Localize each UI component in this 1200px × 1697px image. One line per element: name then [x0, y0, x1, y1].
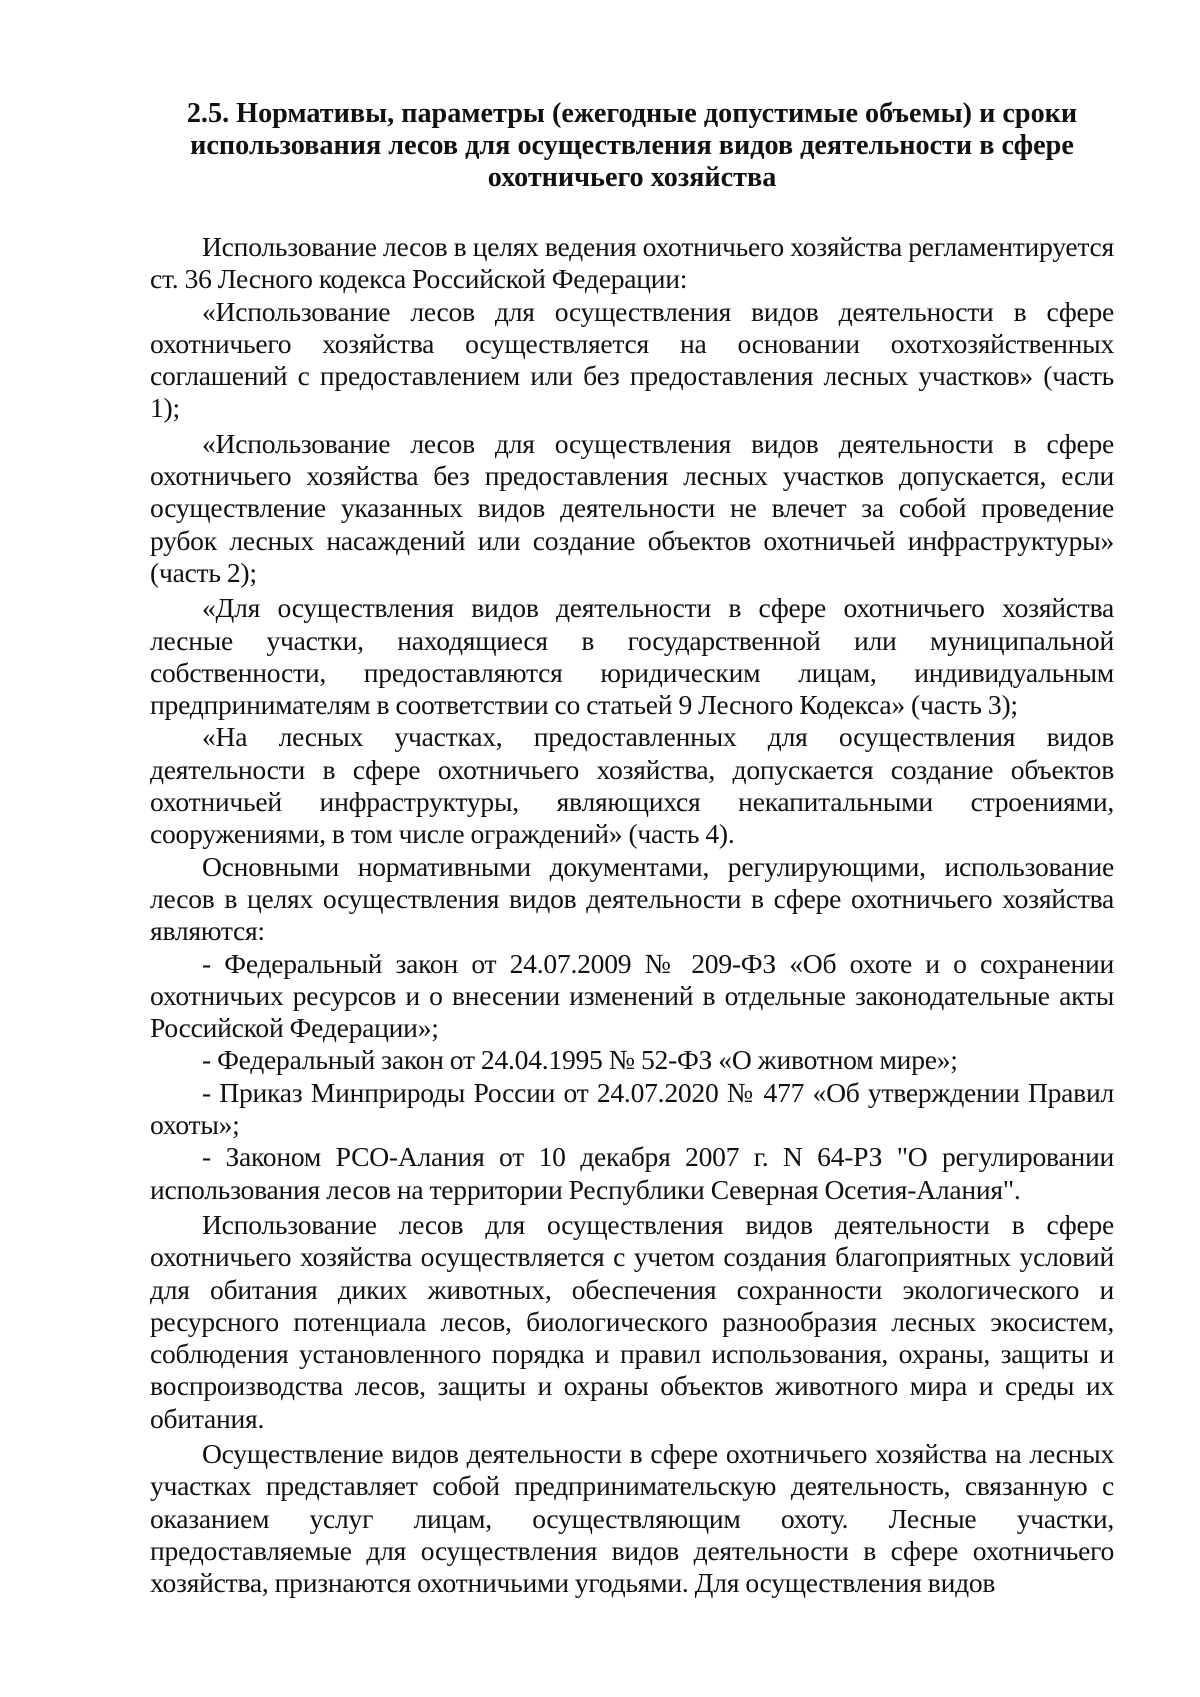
heading-line-2: использования лесов для осуществления видов деятельности в сфере	[190, 130, 1074, 161]
paragraph-quote-part-3: «Для осуществления видов деятельности в сфере охотничьего хозяйства лесные участки, находящиеся в государственной или муниципальной собственности, предоставляются юридическим лицам, индивидуальным предпринимателям в соответствии со статьей 9 Лесного Кодекса» (часть 3);	[150, 592, 1114, 721]
heading-line-1: 2.5. Нормативы, параметры (ежегодные допустимые объемы) и сроки	[186, 98, 1078, 129]
paragraph-regulations-intro: Основными нормативными документами, регулирующими, использование лесов в целях осуществления видов деятельности в сфере охотничьего хозяйства являются:	[150, 850, 1114, 947]
list-item-law-64: - Законом РСО-Алания от 10 декабря 2007 г. N 64-РЗ "О регулировании использования лесов на территории Республики Северная Осетия-Алания".	[150, 1141, 1114, 1205]
list-item-law-52: - Федеральный закон от 24.04.1995 № 52-ФЗ «О животном мире»;	[202, 1044, 958, 1076]
paragraph-quote-part-1: «Использование лесов для осуществления видов деятельности в сфере охотничьего хозяйства осуществляется на основании охотхозяйственных соглашений с предоставлением или без предоставления лесных участков» (часть 1);	[150, 295, 1114, 424]
document-page	[150, 98, 1114, 1599]
heading-line-3: охотничьего хозяйства	[487, 162, 777, 193]
section-heading	[150, 98, 1114, 194]
paragraph-intro: Использование лесов в целях ведения охотничьего хозяйства регламентируется ст. 36 Лесного кодекса Российской Федерации:	[150, 231, 1114, 295]
paragraph-quote-part-2: «Использование лесов для осуществления видов деятельности в сфере охотничьего хозяйства без предоставления лесных участков допускается, если осуществление указанных видов деятельности не влечет за собой проведение рубок лесных насаждений или создание объектов охотничьей инфраструктуры» (часть 2);	[150, 427, 1114, 588]
list-item-law-209: - Федеральный закон от 24.07.2009 № 209-ФЗ «Об охоте и о сохранении охотничьих ресурсов и о внесении изменений в отдельные законодательные акты Российской Федерации»;	[150, 947, 1114, 1044]
list-item-order-477: - Приказ Минприроды России от 24.07.2020 № 477 «Об утверждении Правил охоты»;	[150, 1076, 1114, 1141]
paragraph-business: Осуществление видов деятельности в сфере охотничьего хозяйства на лесных участках представляет собой предпринимательскую деятельность, связанную с оказанием услуг лицам, осуществляющим охоту. Лесные участки, предоставляемые для осуществления видов деятельности в сфере охотничьего хозяйства, признаются охотничьими угодьями. Для осуществления видов	[150, 1437, 1114, 1599]
paragraph-quote-part-4: «На лесных участках, предоставленных для осуществления видов деятельности в сфере охотничьего хозяйства, допускается создание объектов охотничьей инфраструктуры, являющихся некапитальными строениями, сооружениями, в том числе ограждений» (часть 4).	[150, 721, 1114, 850]
document-body	[150, 231, 1114, 1599]
paragraph-conditions: Использование лесов для осуществления видов деятельности в сфере охотничьего хозяйства осуществляется с учетом создания благоприятных условий для обитания диких животных, обеспечения сохранности экологического и ресурсного потенциала лесов, биологического разнообразия лесных экосистем, соблюдения установленного порядка и правил использования, охраны, защиты и воспроизводства лесов, защиты и охраны объектов животного мира и среды их обитания.	[150, 1208, 1114, 1434]
